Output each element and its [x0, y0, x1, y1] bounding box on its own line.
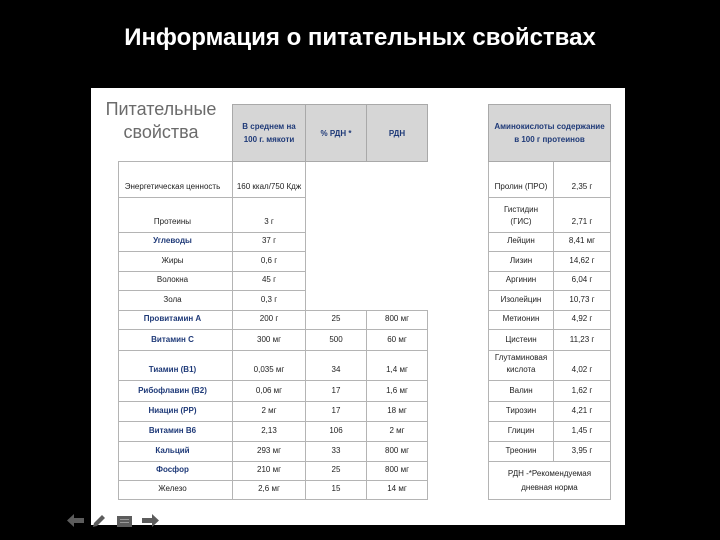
nutrition-row [119, 198, 428, 233]
amino-acid-amount-cell: 6,04 г [554, 272, 611, 291]
nutrient-name-cell: Фосфор [119, 462, 233, 481]
amino-acid-name-cell: Лейцин [489, 233, 554, 252]
amino-acid-name-cell: Треонин [489, 442, 554, 462]
amino-acid-amount-cell: 8,41 мг [554, 233, 611, 252]
nutrient-name-cell: Рибофлавин (В2) [119, 381, 233, 402]
amino-acid-name-cell: Валин [489, 381, 554, 402]
amino-acid-amount-cell: 1,45 г [554, 422, 611, 442]
nutrient-rdn-percent-cell: 15 [306, 481, 367, 500]
nutrient-name-cell: Энергетическая ценность [119, 162, 233, 198]
nutrient-rdn-percent-cell: 34 [306, 351, 367, 381]
amino-acid-amount-cell: 4,92 г [554, 311, 611, 330]
nutrient-rdn-percent-cell: 106 [306, 422, 367, 442]
nutrition-table-body [119, 162, 428, 500]
nutrition-row [119, 233, 428, 252]
amino-acid-row [489, 330, 611, 351]
nutrient-rdn-percent-cell: 25 [306, 311, 367, 330]
nutrient-rdn-percent-cell [306, 233, 367, 252]
nutrition-row [119, 351, 428, 381]
amino-acid-name-cell: Пролин (ПРО) [489, 162, 554, 198]
slide-title: Информация о питательных свойствах [124, 24, 596, 51]
nutrient-rdn-cell: 18 мг [367, 402, 428, 422]
nutrient-rdn-percent-cell [306, 162, 367, 198]
nutrient-amount-cell: 2,6 мг [233, 481, 306, 500]
next-slide-icon[interactable] [142, 514, 159, 527]
amino-acid-row [489, 311, 611, 330]
nutrition-row [119, 422, 428, 442]
nutrition-row [119, 311, 428, 330]
table-corner [119, 105, 233, 162]
nutrient-amount-cell: 0,035 мг [233, 351, 306, 381]
nutrient-rdn-percent-cell [306, 291, 367, 311]
nutrient-name-cell: Витамин С [119, 330, 233, 351]
nutrient-rdn-cell [367, 272, 428, 291]
nutrient-name-cell: Кальций [119, 442, 233, 462]
nutrition-row [119, 381, 428, 402]
nutrient-rdn-cell: 800 мг [367, 311, 428, 330]
nutrition-header-row [119, 105, 428, 162]
nutrient-rdn-percent-cell: 17 [306, 381, 367, 402]
nutrient-amount-cell: 2,13 [233, 422, 306, 442]
nutrient-amount-cell: 200 г [233, 311, 306, 330]
nutrition-heading: Питательные свойства [105, 99, 217, 142]
previous-slide-icon[interactable] [67, 514, 84, 527]
nutrition-row [119, 330, 428, 351]
pen-icon[interactable] [92, 513, 106, 528]
slide-menu-icon[interactable] [117, 516, 132, 527]
nutrient-name-cell: Железо [119, 481, 233, 500]
nutrition-row [119, 442, 428, 462]
nutrient-rdn-cell: 1,4 мг [367, 351, 428, 381]
nutrient-rdn-percent-cell: 500 [306, 330, 367, 351]
nutrition-row [119, 162, 428, 198]
nutrition-row [119, 272, 428, 291]
column-header-amount: В среднем на 100 г. мякоти [233, 105, 306, 162]
nutrition-row [119, 402, 428, 422]
nutrition-row [119, 252, 428, 272]
amino-acid-name-cell: Аргинин [489, 272, 554, 291]
nutrient-amount-cell: 37 г [233, 233, 306, 252]
nutrient-rdn-percent-cell: 17 [306, 402, 367, 422]
nutrition-panel [91, 88, 625, 525]
amino-acid-row [489, 442, 611, 462]
amino-acid-amount-cell: 2,35 г [554, 162, 611, 198]
nutrient-name-cell: Волокна [119, 272, 233, 291]
amino-acid-amount-cell: 14,62 г [554, 252, 611, 272]
amino-acid-row [489, 272, 611, 291]
nutrient-amount-cell: 45 г [233, 272, 306, 291]
nutrient-name-cell: Жиры [119, 252, 233, 272]
amino-acid-row [489, 291, 611, 311]
amino-acid-name-cell: Гистидин (ГИС) [489, 198, 554, 233]
nutrient-amount-cell: 300 мг [233, 330, 306, 351]
nutrient-rdn-percent-cell: 33 [306, 442, 367, 462]
amino-acid-name-cell: Метионин [489, 311, 554, 330]
nutrition-row [119, 462, 428, 481]
amino-acid-row [489, 233, 611, 252]
amino-acid-name-cell: Цистеин [489, 330, 554, 351]
nutrient-rdn-cell: 800 мг [367, 462, 428, 481]
amino-acid-row [489, 162, 611, 198]
nutrient-amount-cell: 0,6 г [233, 252, 306, 272]
amino-acids-header: Аминокислоты содержание в 100 г протеинов [489, 105, 611, 162]
amino-acid-amount-cell: 2,71 г [554, 198, 611, 233]
nutrient-rdn-cell [367, 252, 428, 272]
nutrient-rdn-cell: 14 мг [367, 481, 428, 500]
nutrient-name-cell: Углеводы [119, 233, 233, 252]
amino-acid-name-cell: Тирозин [489, 402, 554, 422]
nutrient-rdn-cell [367, 291, 428, 311]
footnote-row [489, 462, 611, 481]
nutrient-rdn-percent-cell [306, 198, 367, 233]
footnote-cell: РДН -*Рекомендуемая дневная норма [489, 462, 611, 500]
nutrient-amount-cell: 160 ккал/750 Кдж [233, 162, 306, 198]
amino-acids-table-body [489, 162, 611, 500]
amino-acid-row [489, 252, 611, 272]
nutrient-rdn-cell: 60 мг [367, 330, 428, 351]
amino-acid-name-cell: Изолейцин [489, 291, 554, 311]
amino-acid-name-cell: Глутаминовая кислота [489, 351, 554, 381]
amino-acid-amount-cell: 11,23 г [554, 330, 611, 351]
amino-header-row [489, 105, 611, 162]
amino-acids-table [488, 104, 611, 500]
amino-acid-amount-cell: 3,95 г [554, 442, 611, 462]
nutrient-amount-cell: 293 мг [233, 442, 306, 462]
nutrient-amount-cell: 0,3 г [233, 291, 306, 311]
column-header-rdn: РДН [367, 105, 428, 162]
column-header-rdn-percent: % РДН * [306, 105, 367, 162]
nutrient-amount-cell: 0,06 мг [233, 381, 306, 402]
nutrient-rdn-cell: 800 мг [367, 442, 428, 462]
nutrient-rdn-percent-cell [306, 252, 367, 272]
nutrient-rdn-cell: 2 мг [367, 422, 428, 442]
nutrient-amount-cell: 210 мг [233, 462, 306, 481]
amino-acid-amount-cell: 1,62 г [554, 381, 611, 402]
nutrient-name-cell: Провитамин А [119, 311, 233, 330]
nutrient-rdn-percent-cell: 25 [306, 462, 367, 481]
nutrient-rdn-cell [367, 198, 428, 233]
nutrient-name-cell: Тиамин (В1) [119, 351, 233, 381]
nutrient-amount-cell: 2 мг [233, 402, 306, 422]
amino-acid-row [489, 402, 611, 422]
nutrition-row [119, 291, 428, 311]
amino-acid-name-cell: Лизин [489, 252, 554, 272]
nutrient-name-cell: Зола [119, 291, 233, 311]
amino-acid-name-cell: Глицин [489, 422, 554, 442]
nutrient-amount-cell: 3 г [233, 198, 306, 233]
nutrient-rdn-cell: 1,6 мг [367, 381, 428, 402]
amino-acid-amount-cell: 4,02 г [554, 351, 611, 381]
nutrient-rdn-cell [367, 233, 428, 252]
nutrient-rdn-cell [367, 162, 428, 198]
amino-acid-row [489, 351, 611, 381]
nutrition-table [118, 104, 428, 500]
amino-acid-row [489, 422, 611, 442]
nutrient-name-cell: Протеины [119, 198, 233, 233]
amino-acid-amount-cell: 10,73 г [554, 291, 611, 311]
amino-acid-row [489, 381, 611, 402]
nutrient-rdn-percent-cell [306, 272, 367, 291]
amino-acid-amount-cell: 4,21 г [554, 402, 611, 422]
amino-acid-row [489, 198, 611, 233]
nutrition-row [119, 481, 428, 500]
nutrient-name-cell: Ниацин (РР) [119, 402, 233, 422]
nutrient-name-cell: Витамин В6 [119, 422, 233, 442]
